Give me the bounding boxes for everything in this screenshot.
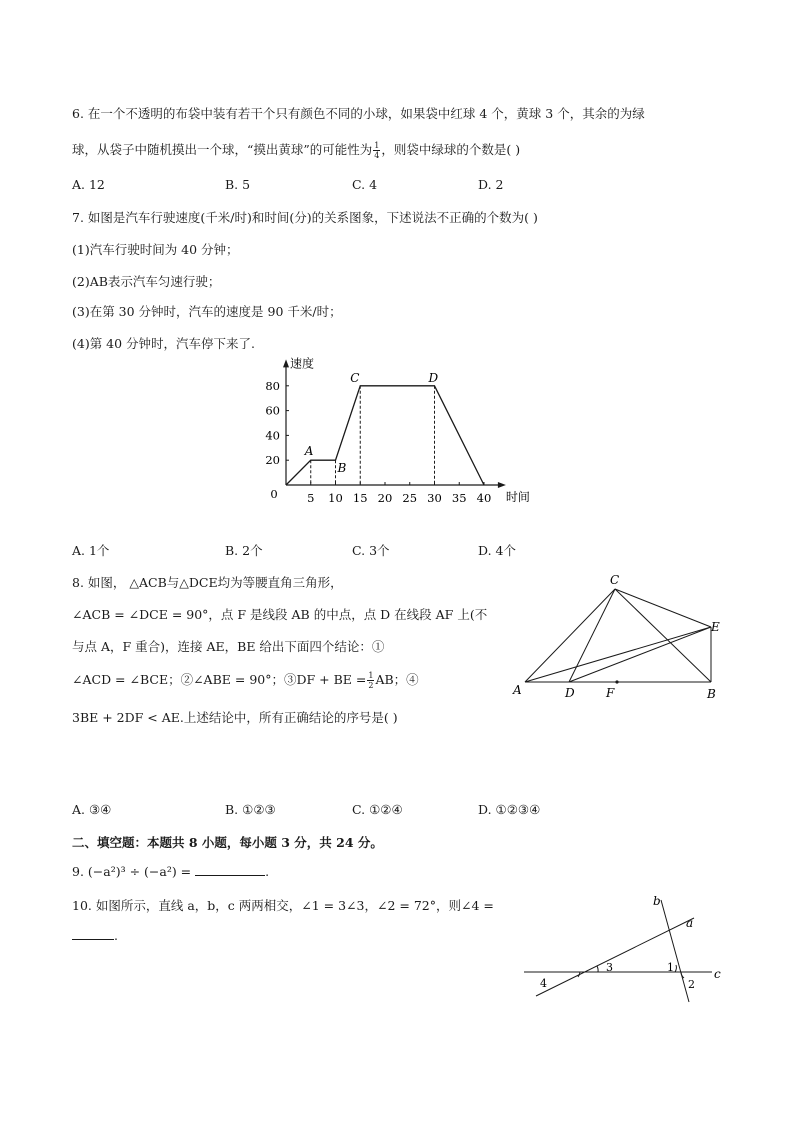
q8-line1: 8. 如图， △ACB与△DCE均为等腰直角三角形， <box>72 575 343 590</box>
x-axis-arrow <box>498 482 506 488</box>
q6-option-c: C. 4 <box>352 177 378 192</box>
label-f: F <box>606 686 615 700</box>
q6-option-b: B. 5 <box>225 177 251 192</box>
point-label-a: A <box>304 444 314 459</box>
q7-option-c: C. 3个 <box>352 543 390 558</box>
segment-cd <box>569 589 615 682</box>
q6-line1: 6. 在一个不透明的布袋中装有若干个只有颜色不同的小球，如果袋中红球 4 个，黄球 3 个，其余的为绿 <box>72 106 645 121</box>
q10-answer-blank[interactable] <box>72 938 114 940</box>
y-tick-label: 60 <box>265 403 280 418</box>
q7-statement-4: (4)第 40 分钟时，汽车停下来了. <box>72 336 256 351</box>
x-tick-label: 35 <box>451 491 467 505</box>
q8-line3: 与点 A，F 重合)，连接 AE，BE 给出下面四个结论：① <box>72 639 385 654</box>
chart-axes <box>283 359 506 488</box>
q8-line4 <box>72 670 419 690</box>
q6-option-d: D. 2 <box>478 177 504 192</box>
point-label-d: D <box>428 370 439 385</box>
x-tick-label: 40 <box>476 491 492 505</box>
chart-guides <box>311 386 435 485</box>
label-e: E <box>711 620 720 634</box>
speed-series-line <box>286 386 484 485</box>
q10-text: 10. 如图所示，直线 a，b，c 两两相交，∠1 = 3∠3，∠2 = 72°，则∠4 = <box>72 898 494 913</box>
chart-series <box>286 386 484 485</box>
x-tick-label: 15 <box>352 491 368 505</box>
label-angle-3: 3 <box>606 961 613 974</box>
q6-fraction <box>373 141 380 160</box>
label-d: D <box>565 686 575 700</box>
angle-arc-2 <box>681 972 684 978</box>
x-tick-label: 10 <box>328 491 343 505</box>
lines-figure <box>518 888 728 1003</box>
q8-line4-pre: ∠ACD = ∠BCE；②∠ABE = 90°；③DF + BE = <box>72 672 367 687</box>
label-angle-1: 1 <box>667 961 674 974</box>
segment-de <box>569 627 711 682</box>
q8-line2: ∠ACB = ∠DCE = 90°，点 F 是线段 AB 的中点，点 D 在线段 AF 上(不 <box>72 607 488 622</box>
angle-arc-1 <box>675 965 676 972</box>
q7-stem: 7. 如图是汽车行驶速度(千米/时)和时间(分)的关系图象，下述说法不正确的个数为( ) <box>72 210 538 225</box>
y-tick-label: 40 <box>265 428 280 443</box>
segment-ce <box>615 589 711 627</box>
q8-option-b: B. ①②③ <box>225 802 276 817</box>
angle-arc-3 <box>597 966 598 972</box>
x-tick-label: 25 <box>402 491 418 505</box>
q9-answer-blank[interactable] <box>195 874 265 876</box>
speed-time-chart <box>250 355 540 515</box>
x-tick-label: 20 <box>377 491 393 505</box>
y-tick-label: 80 <box>265 378 280 393</box>
q6-frac-num: 1 <box>374 141 380 150</box>
q8-option-c: C. ①②④ <box>352 802 403 817</box>
q7-statement-2: (2)AB表示汽车匀速行驶； <box>72 274 221 289</box>
point-f-dot <box>615 680 618 683</box>
q9-text: 9. (−a²)³ ÷ (−a²) = <box>72 864 192 879</box>
q8-line5: 3BE + 2DF < AE.上述结论中，所有正确结论的序号是( ) <box>72 710 398 725</box>
angle-arc-4 <box>578 972 580 977</box>
line-b <box>661 900 689 1002</box>
y-tick-label: 20 <box>265 453 280 468</box>
point-label-c: C <box>350 370 360 385</box>
q8-option-a: A. ③④ <box>72 802 112 817</box>
label-c: C <box>610 573 620 587</box>
segment-ac <box>525 589 615 682</box>
x-tick-label: 30 <box>427 491 442 505</box>
q7-statement-1: (1)汽车行驶时间为 40 分钟； <box>72 242 239 257</box>
q10-period: . <box>114 928 118 943</box>
label-a: A <box>513 683 522 697</box>
q10-line2 <box>72 928 118 943</box>
q7-option-d: D. 4个 <box>478 543 516 558</box>
origin-label: 0 <box>270 487 278 501</box>
point-label-b: B <box>337 461 347 476</box>
q6-frac-den: 4 <box>374 151 380 160</box>
q6-line2 <box>72 140 520 160</box>
q7-option-b: B. 2个 <box>225 543 263 558</box>
q7-option-a: A. 1个 <box>72 543 110 558</box>
triangle-figure <box>505 570 725 705</box>
q6-line2-post: ，则袋中绿球的个数是( ) <box>381 142 521 157</box>
label-line-c: c <box>714 967 721 981</box>
y-axis-title: 速度 <box>290 356 315 371</box>
segment-cb <box>615 589 711 682</box>
q8-frac-den: 2 <box>368 681 374 690</box>
label-line-a: a <box>686 916 694 930</box>
q8-fraction <box>367 671 374 690</box>
q6-option-a: A. 12 <box>72 177 105 192</box>
section-heading: 二、填空题：本题共 8 小题，每小题 3 分，共 24 分。 <box>72 835 383 850</box>
q8-option-d: D. ①②③④ <box>478 802 541 817</box>
line-a <box>536 918 694 996</box>
q9-line <box>72 864 269 879</box>
q8-frac-num: 1 <box>368 671 374 680</box>
x-axis-title: 时间 <box>505 490 530 504</box>
q7-statement-3: (3)在第 30 分钟时，汽车的速度是 90 千米/时； <box>72 304 342 319</box>
q8-line4-post: AB；④ <box>375 672 419 687</box>
q9-period: . <box>265 864 270 879</box>
label-line-b: b <box>653 894 661 908</box>
chart-labels <box>265 355 530 505</box>
label-b: B <box>707 687 716 701</box>
x-tick-label: 5 <box>307 491 315 505</box>
q6-line2-pre: 球，从袋子中随机摸出一个球，“摸出黄球”的可能性为 <box>72 142 373 157</box>
label-angle-4: 4 <box>540 977 547 990</box>
label-angle-2: 2 <box>688 978 695 991</box>
y-axis-arrow <box>283 359 289 367</box>
